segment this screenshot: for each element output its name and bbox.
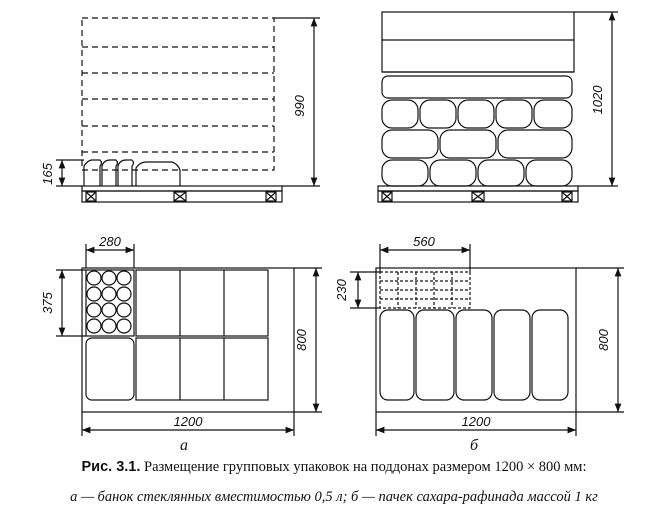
- height-375-label: 375: [40, 292, 55, 314]
- depth-800-label-left: 800: [294, 329, 309, 351]
- figure-title: Размещение групповых упаковок на поддонах размером 1200 × 800 мм:: [144, 459, 587, 475]
- figure-caption-line2: а — банок стеклянных вместимостью 0,5 л; б — пачек сахара-рафинада массой 1 кг: [70, 489, 598, 505]
- depth-800-label-right: 800: [596, 329, 611, 351]
- height-165-label: 165: [40, 163, 55, 185]
- sub-label-b: б: [469, 437, 479, 454]
- jar-circles: [87, 271, 131, 333]
- height-230-label: 230: [334, 279, 349, 301]
- jar-stack-dashed-outline: [82, 18, 274, 170]
- sugar-block-rows: [382, 76, 572, 186]
- length-1200-label-right: 1200: [461, 414, 491, 429]
- sugar-small-packs-dashed: [380, 272, 470, 308]
- jar-bottom-tier: [84, 160, 180, 186]
- length-1200-label-left: 1200: [173, 414, 203, 429]
- width-560-label: 560: [413, 234, 435, 249]
- figure-number: Рис. 3.1.: [81, 459, 141, 475]
- pallet-right-top: [378, 186, 578, 202]
- height-990-label: 990: [292, 95, 307, 117]
- pallet-jars-top-view: [56, 244, 322, 436]
- pallet-left-top: [82, 186, 282, 202]
- figure-caption-line1: [0, 459, 668, 476]
- sub-label-a: а: [180, 437, 188, 454]
- pallet-sugar-top-view: [350, 244, 624, 436]
- pallet-jars-side-view: [56, 18, 320, 202]
- pallet-sugar-side-view: [378, 12, 618, 202]
- width-280-label: 280: [99, 234, 121, 249]
- height-1020-label: 1020: [590, 85, 605, 115]
